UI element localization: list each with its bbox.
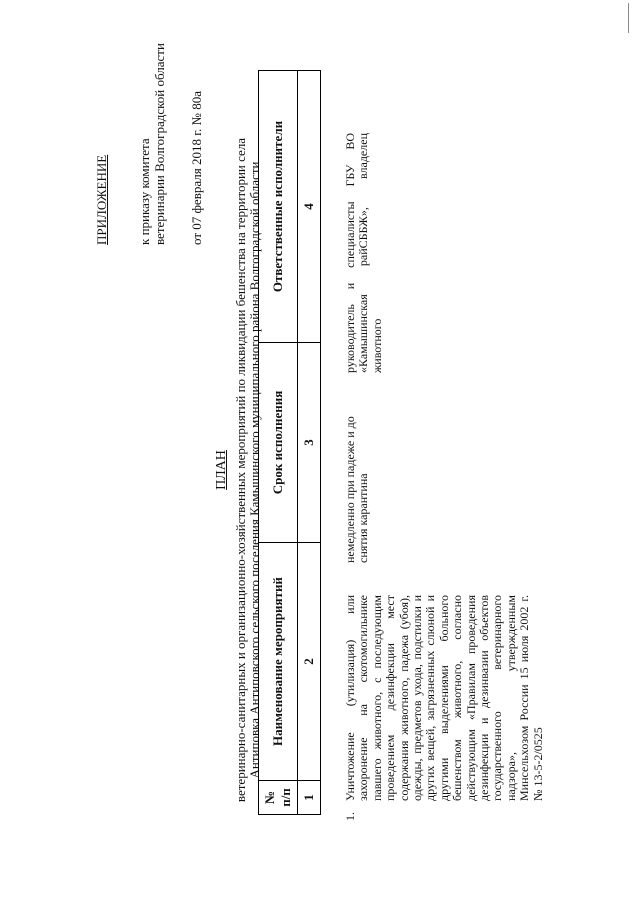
header-term: Срок исполнения xyxy=(259,343,298,543)
appendix-date: от 07 февраля 2018 г. № 80а xyxy=(189,91,204,245)
column-number: 3 xyxy=(298,343,321,543)
appendix-block xyxy=(94,43,204,245)
row-1-term: немедленно при падеже и до снятия карантина xyxy=(343,416,371,563)
column-number: 2 xyxy=(298,543,321,781)
plan-title: ПЛАН xyxy=(214,450,229,490)
column-number: 4 xyxy=(298,71,321,343)
column-number-row xyxy=(298,71,321,815)
row-1-number: 1. xyxy=(343,812,357,821)
appendix-line-1: к приказу комитета xyxy=(137,138,152,245)
table-header-row xyxy=(259,71,298,815)
appendix-line-2: ветеринарии Волгоградской области xyxy=(152,43,167,245)
header-executor: Ответственные исполнители xyxy=(259,71,298,343)
scan-edge-mark xyxy=(628,3,634,33)
appendix-title: ПРИЛОЖЕНИЕ xyxy=(94,154,109,245)
row-1-name-text: Уничтожение (утилизация) или захоронение на скотомогильнике павшего животного, с последующим проведением дезинфекции мест содержания животного, падежа (убоя), одежды, предметов ухода, подстилки и других вещей, загрязненных слюной и другими выделениями больного бешенством животного, согласно действующим «Правилам проведения дезинфекции и дезинвазии объектов государственного ветеринарного надзора», утвержденным Минсельхозом России 15 июля 2002 г. № 13-5-2/0525 xyxy=(343,595,545,801)
plan-subtitle-line-2: Антиповка Антиповского сельского поселения Камышинского муниципального района Волгоградской области xyxy=(247,161,262,779)
plan-title-block xyxy=(214,75,262,865)
row-1-name xyxy=(343,595,545,821)
plan-subtitle-line-1: ветеринарно-санитарных и организационно-хозяйственных мероприятий по ликвидации бешенства на территории села xyxy=(233,137,248,803)
row-1-executor: руководитель и специалисты ГБУ ВО «Камышинская райСББЖ», владелец животного xyxy=(343,133,384,373)
plan-table xyxy=(258,70,321,815)
header-number: № п/п xyxy=(259,781,298,815)
header-name: Наименование мероприятий xyxy=(259,543,298,781)
column-number: 1 xyxy=(298,781,321,815)
